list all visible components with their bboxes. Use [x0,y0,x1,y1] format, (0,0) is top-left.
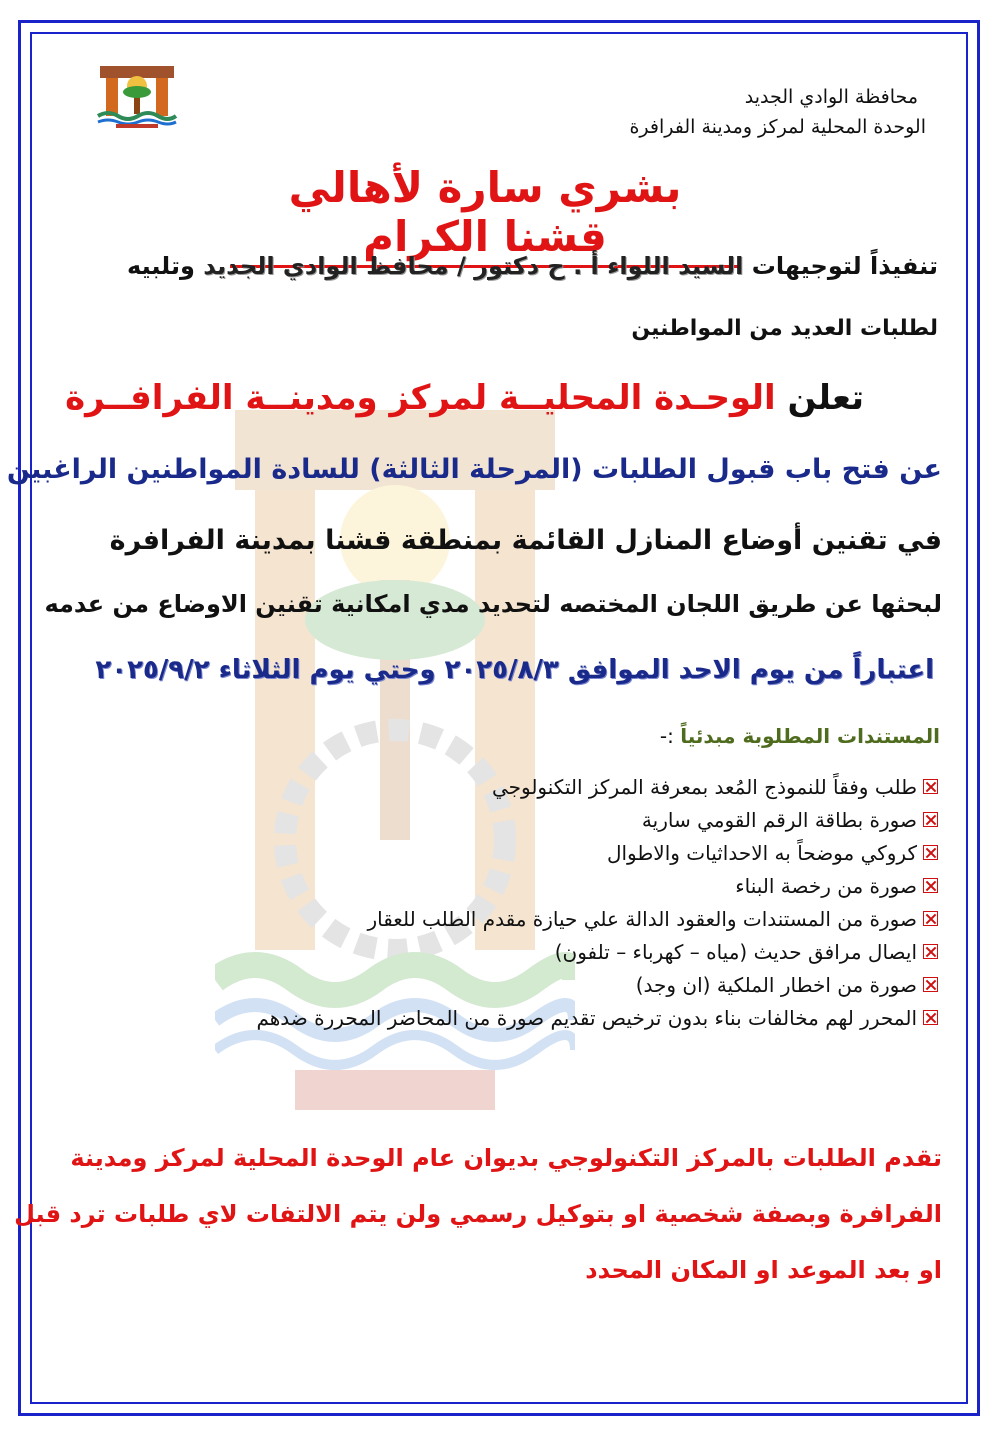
list-item [78,1001,938,1034]
list-item-text: صورة من رخصة البناء [735,873,917,898]
list-item [78,803,938,836]
docs-heading-text: المستندات المطلوبة مبدئياً [680,724,940,748]
body-line-committees: لبحثها عن طريق اللجان المختصه لتحديد مدي امكانية تقنين الاوضاع من عدمه [44,590,942,618]
list-item-text: كروكي موضحاً به الاحداثيات والاطوال [606,840,917,865]
governorate-logo [96,60,178,130]
body-line-applications: عن فتح باب قبول الطلبات (المرحلة الثالثة) للسادة المواطنين الراغبين [6,454,942,485]
list-item [78,770,938,803]
notice-line-1: تقدم الطلبات بالمركز التكنولوجي بديوان عام الوحدة المحلية لمركز ومدينة [70,1144,942,1172]
required-documents-list [78,770,938,1034]
list-item [78,836,938,869]
x-checkbox-icon [923,1010,938,1025]
list-item-text: المحرر لهم مخالفات بناء بدون ترخيص تقديم صورة من المحاضر المحررة ضدهم [256,1005,917,1030]
announcement-line [65,378,864,418]
list-item [78,869,938,902]
x-checkbox-icon [923,845,938,860]
submission-notice [14,1130,942,1298]
x-checkbox-icon [923,779,938,794]
x-checkbox-icon [923,812,938,827]
x-checkbox-icon [923,977,938,992]
list-item [78,902,938,935]
local-unit-name: الوحدة المحلية لمركز ومدينة الفرافرة [629,116,926,138]
governorate-name: محافظة الوادي الجديد [744,86,918,108]
intro-prefix: تنفيذاً لتوجيهات [743,252,938,280]
list-item [78,935,938,968]
x-checkbox-icon [923,911,938,926]
body-line-legalization: في تقنين أوضاع المنازل القائمة بمنطقة قشنا بمدينة الفرافرة [109,525,942,556]
list-item-text: صورة من المستندات والعقود الدالة علي حيازة مقدم الطلب للعقار [367,906,917,931]
intro-line-2: لطلبات العديد من المواطنين [631,316,938,341]
intro-suffix: وتلبيه [127,252,204,280]
body-line-dates: اعتباراً من يوم الاحد الموافق ٢٠٢٥/٨/٣ وحتي يوم الثلاثاء ٢٠٢٥/٩/٢ [95,655,934,685]
x-checkbox-icon [923,944,938,959]
list-item-text: ايصال مرافق حديث (مياه – كهرباء – تلفون) [554,939,917,964]
list-item [78,968,938,1001]
required-documents-heading [660,724,940,748]
list-item-text: طلب وفقاً للنموذج المُعد بمعرفة المركز التكنولوجي [491,774,917,799]
docs-heading-suffix: :- [659,724,681,748]
announce-entity: الوحـدة المحليــة لمركز ومدينــة الفرافــرة [65,378,776,418]
intro-line-1 [127,252,938,280]
list-item-text: صورة من اخطار الملكية (ان وجد) [635,972,917,997]
announce-verb: تعلن [775,378,864,418]
list-item-text: صورة بطاقة الرقم القومي سارية [641,807,917,832]
intro-official: السيد اللواء أ . ح دكتور / محافظ الوادي الجديد [203,252,744,280]
announcement-title: بشري سارة لأهالي قشنا الكرام [230,163,740,268]
x-checkbox-icon [923,878,938,893]
notice-line-3: او بعد الموعد او المكان المحدد [585,1256,942,1284]
notice-line-2: الفرافرة وبصفة شخصية او بتوكيل رسمي ولن يتم الالتفات لاي طلبات ترد قبل [14,1200,942,1228]
issuer-header [498,82,926,142]
